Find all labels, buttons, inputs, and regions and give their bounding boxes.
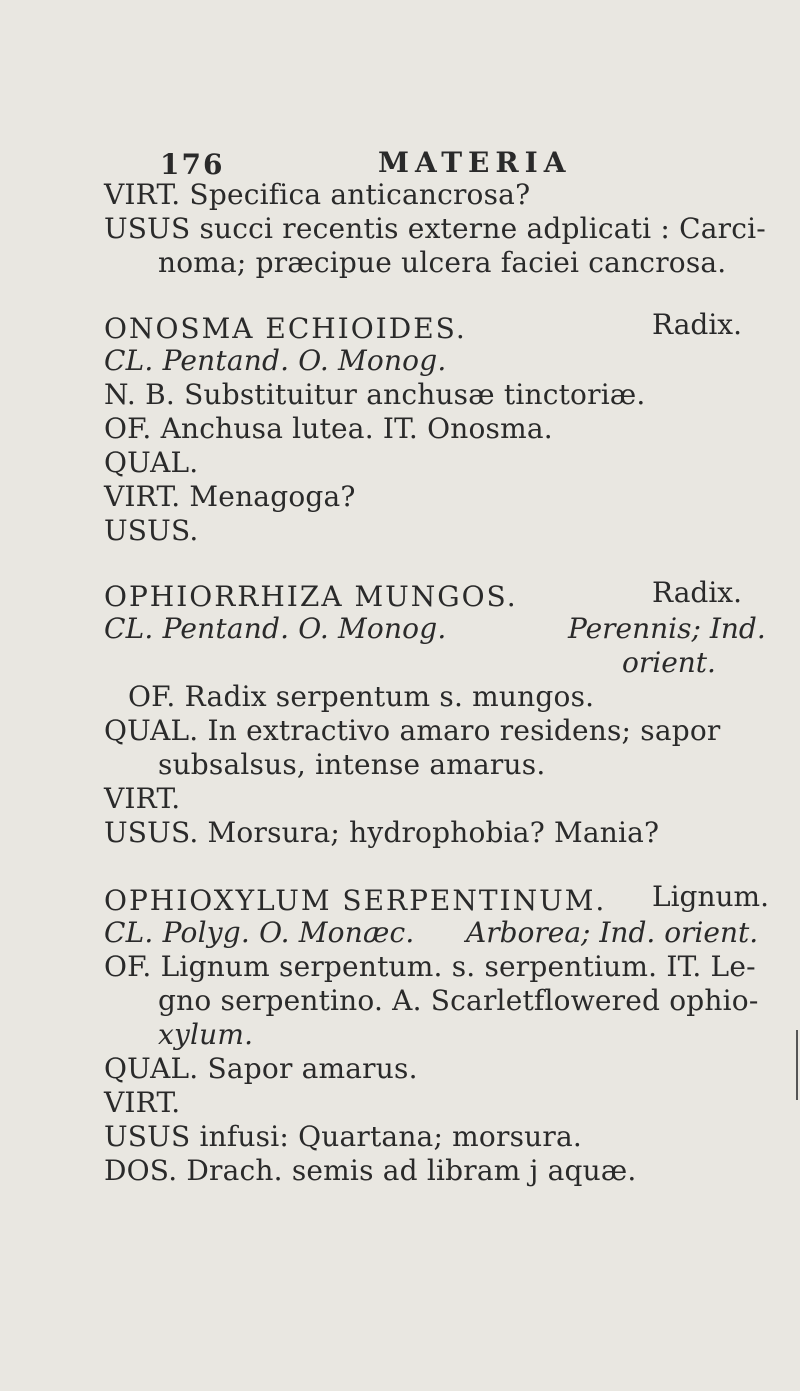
virt-line-top: VIRT. Specifica anticancrosa? [104,178,531,211]
entry-officinal: OF. Lignum serpentum. s. serpentium. IT. Le- [104,950,756,983]
entry-officinal: OF. Radix serpentum s. mungos. [128,680,595,713]
entry-qualities: QUAL. [104,446,199,479]
entry-habit: Arborea; Ind. orient. [466,916,759,949]
entry-qualities: QUAL. Sapor amarus. [104,1052,418,1085]
entry-note: N. B. Substituitur anchusæ tinctoriæ. [104,378,646,411]
entry-part: Radix. [652,576,742,609]
entry-qualities: QUAL. In extractivo amaro residens; sapor [104,714,721,747]
entry-habit-cont: orient. [622,646,716,679]
entry-title: OPHIOXYLUM SERPENTINUM. [104,884,607,917]
entry-virtues: VIRT. [104,782,181,815]
entry-classification: CL. Polyg. O. Monæc. [104,916,415,949]
entry-habit: Perennis; Ind. [568,612,766,645]
entry-officinal: OF. Anchusa lutea. IT. Onosma. [104,412,553,445]
entry-usage: USUS. Morsura; hydrophobia? Mania? [104,816,660,849]
page-number: 176 [160,148,225,181]
entry-officinal-cont: gno serpentino. A. Scarletflowered ophio- [158,984,759,1017]
usus-line-top: USUS succi recentis externe adplicati : Carci- [104,212,766,245]
entry-virtues: VIRT. [104,1086,181,1119]
running-title: MATERIA [378,146,572,179]
entry-classification: CL. Pentand. O. Monog. [104,344,447,377]
entry-title: OPHIORRHIZA MUNGOS. [104,580,518,613]
entry-title: ONOSMA ECHIOIDES. [104,312,467,345]
entry-officinal-cont2: xylum. [158,1018,254,1051]
entry-usage: USUS. [104,514,199,547]
usus-line-top-cont: noma; præcipue ulcera faciei cancrosa. [158,246,727,279]
entry-part: Radix. [652,308,742,341]
page-edge-mark [796,1030,798,1100]
entry-qualities-cont: subsalsus, intense amarus. [158,748,546,781]
entry-usage: USUS infusi: Quartana; morsura. [104,1120,582,1153]
entry-dose: DOS. Drach. semis ad libram j aquæ. [104,1154,637,1187]
entry-virtues: VIRT. Menagoga? [104,480,356,513]
entry-classification: CL. Pentand. O. Monog. [104,612,447,645]
entry-part: Lignum. [652,880,769,913]
